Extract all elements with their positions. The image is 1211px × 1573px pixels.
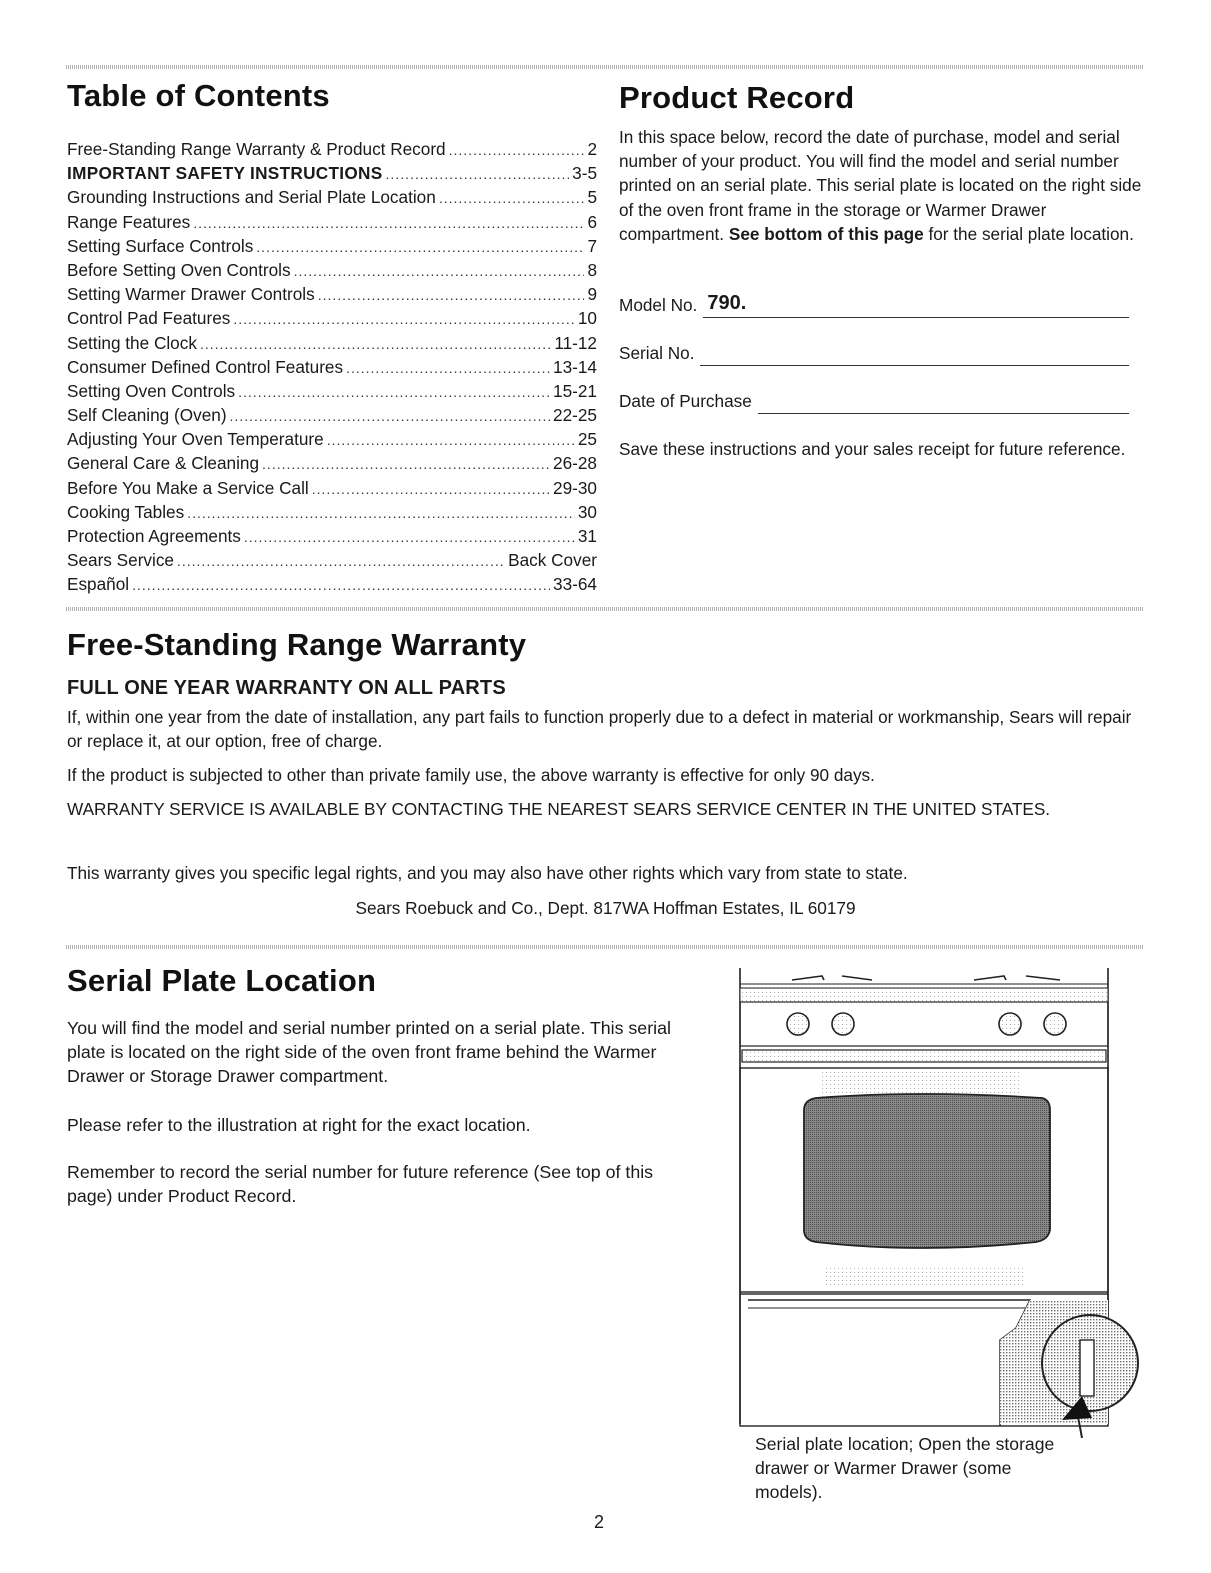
toc-item-page: 7	[587, 235, 597, 256]
toc-leader-dots	[233, 307, 575, 331]
toc-item	[67, 524, 597, 548]
toc-item	[67, 379, 597, 403]
toc-item-page: 5	[587, 187, 597, 208]
warranty-title: Free-Standing Range Warranty	[67, 627, 527, 662]
toc-leader-dots	[177, 549, 505, 573]
toc-item-label: Setting Oven Controls	[67, 380, 236, 401]
top-divider	[66, 65, 1144, 69]
serial-plate-title: Serial Plate Location	[67, 963, 377, 998]
date-of-purchase-field	[619, 384, 1129, 414]
model-number-value: 790.	[707, 292, 747, 314]
toc-item-page: 2	[587, 139, 597, 159]
toc-item	[67, 403, 597, 427]
toc-leader-dots	[346, 356, 550, 380]
toc-item-label: Free-Standing Range Warranty & Product Record	[67, 139, 446, 159]
toc-item-page: 9	[587, 284, 597, 305]
toc-item-label: Cooking Tables	[67, 501, 185, 522]
toc-leader-dots	[386, 162, 570, 186]
date-of-purchase-line	[758, 388, 1129, 414]
toc-leader-dots	[256, 235, 584, 259]
toc-leader-dots	[312, 477, 550, 501]
toc-item	[67, 137, 597, 161]
toc-leader-dots	[132, 573, 550, 597]
toc-item-label: General Care & Cleaning	[67, 453, 260, 474]
warranty-subtitle: FULL ONE YEAR WARRANTY ON ALL PARTS	[67, 677, 506, 699]
toc-leader-dots	[187, 501, 575, 525]
toc-item-page: 26-28	[553, 453, 597, 474]
toc-item-label: Control Pad Features	[67, 308, 231, 329]
toc-item	[67, 161, 597, 185]
range-illustration	[730, 968, 1150, 1438]
product-record-intro-bold: See bottom of this page	[728, 223, 924, 244]
toc-leader-dots	[230, 404, 550, 428]
toc-item	[67, 427, 597, 451]
toc-item-page: 33-64	[553, 574, 597, 595]
toc-leader-dots	[193, 211, 584, 235]
toc-item-label: Setting Warmer Drawer Controls	[67, 284, 315, 305]
serial-plate-paragraph-2: Please refer to the illustration at right for the exact location.	[67, 1115, 531, 1135]
product-record-title: Product Record	[619, 80, 855, 115]
toc-item-label: Protection Agreements	[67, 526, 241, 546]
toc-leader-dots	[238, 380, 550, 404]
toc-item-label: Setting the Clock	[67, 332, 197, 353]
toc-item-label: Before Setting Oven Controls	[67, 259, 291, 280]
toc-item-page: 30	[577, 501, 597, 522]
toc-item-page: 11-12	[554, 332, 597, 353]
toc-item-label: Range Features	[67, 211, 191, 232]
toc-item-page: 15-21	[553, 380, 597, 401]
toc-item-page: Back Cover	[508, 550, 597, 571]
serial-number-label: Serial No.	[619, 343, 695, 363]
toc-item	[67, 185, 597, 209]
toc-item-label: Setting Surface Controls	[67, 235, 254, 256]
toc-item	[67, 355, 597, 379]
toc-item-page: 31	[577, 526, 597, 546]
warranty-paragraph-2: If the product is subjected to other than private family use, the above warranty is effective for only 90 days.	[67, 765, 875, 785]
toc-item	[67, 476, 597, 500]
toc-item	[67, 572, 597, 596]
toc-item-page: 3-5	[572, 163, 597, 184]
serial-plate-paragraph-3: Remember to record the serial number for future reference (See top of this page) under Product Record.	[67, 1162, 654, 1207]
toc-item	[67, 548, 597, 572]
toc-item-label: Before You Make a Service Call	[67, 477, 309, 498]
toc-item-page: 13-14	[553, 356, 597, 377]
toc-item-page: 6	[587, 211, 597, 232]
warranty-paragraph-4: This warranty gives you specific legal rights, and you may also have other rights which vary from state to state.	[67, 863, 908, 883]
toc-leader-dots	[318, 283, 585, 307]
model-number-label: Model No.	[619, 295, 698, 315]
model-number-field	[619, 288, 1129, 318]
toc-item-label: Sears Service	[67, 550, 174, 571]
warranty-divider	[66, 607, 1144, 611]
toc-list	[67, 137, 597, 597]
model-number-line	[703, 292, 1129, 318]
toc-item-label: Grounding Instructions and Serial Plate Location	[67, 187, 436, 208]
serial-plate-paragraph-1: You will find the model and serial number printed on a serial plate. This serial plate is located on the right side of the oven front frame behind the Warmer Drawer or Storage Drawer compartment.	[67, 1018, 671, 1087]
product-record-intro	[619, 125, 1144, 246]
sears-address: Sears Roebuck and Co., Dept. 817WA Hoffman Estates, IL 60179	[355, 898, 856, 918]
toc-item-label: Self Cleaning (Oven)	[67, 405, 227, 426]
toc-item-page: 22-25	[553, 405, 597, 426]
toc-leader-dots	[449, 138, 585, 162]
toc-item-page: 10	[577, 308, 597, 329]
warranty-paragraph-1: If, within one year from the date of installation, any part fails to function properly due to a defect in material or workmanship, Sears will repair or replace it, at our option, free of charge.	[67, 707, 1132, 752]
toc-item	[67, 331, 597, 355]
toc-item-page: 8	[587, 259, 597, 280]
page-number: 2	[593, 1512, 604, 1532]
toc-leader-dots	[200, 332, 551, 356]
toc-leader-dots	[244, 525, 575, 549]
serial-number-line	[700, 340, 1129, 366]
serial-number-field	[619, 336, 1129, 366]
toc-item	[67, 306, 597, 330]
toc-item	[67, 234, 597, 258]
serial-plate-divider	[66, 945, 1144, 949]
toc-item	[67, 500, 597, 524]
toc-item-page: 25	[577, 429, 597, 450]
toc-title: Table of Contents	[67, 78, 330, 113]
warranty-paragraph-3: WARRANTY SERVICE IS AVAILABLE BY CONTACTING THE NEAREST SEARS SERVICE CENTER IN THE UNITED STATES.	[67, 799, 1051, 819]
serial-plate-caption: Serial plate location; Open the storage drawer or Warmer Drawer (some models).	[755, 1434, 1055, 1503]
toc-leader-dots	[327, 428, 575, 452]
toc-item-page: 29-30	[553, 477, 597, 498]
date-of-purchase-label: Date of Purchase	[619, 391, 752, 411]
toc-item-label: Consumer Defined Control Features	[67, 356, 344, 377]
toc-item-label: IMPORTANT SAFETY INSTRUCTIONS	[67, 163, 383, 184]
toc-item	[67, 258, 597, 282]
product-record-intro-end: for the serial plate location.	[928, 223, 1134, 244]
toc-item-label: Adjusting Your Oven Temperature	[67, 429, 324, 450]
toc-item-label: Español	[67, 574, 130, 595]
toc-leader-dots	[294, 259, 585, 283]
product-record-intro-text: In this space below, record the date of purchase, model and serial number of your product. You will find the model and serial number printed on an serial plate. This serial plate is located on the right side of the oven front frame in the storage or Warmer Drawer compartment.	[619, 127, 1142, 244]
save-instructions-note: Save these instructions and your sales receipt for future reference.	[619, 439, 1126, 459]
toc-leader-dots	[262, 452, 550, 476]
toc-item	[67, 282, 597, 306]
toc-item	[67, 451, 597, 475]
toc-leader-dots	[439, 186, 585, 210]
toc-item	[67, 210, 597, 234]
